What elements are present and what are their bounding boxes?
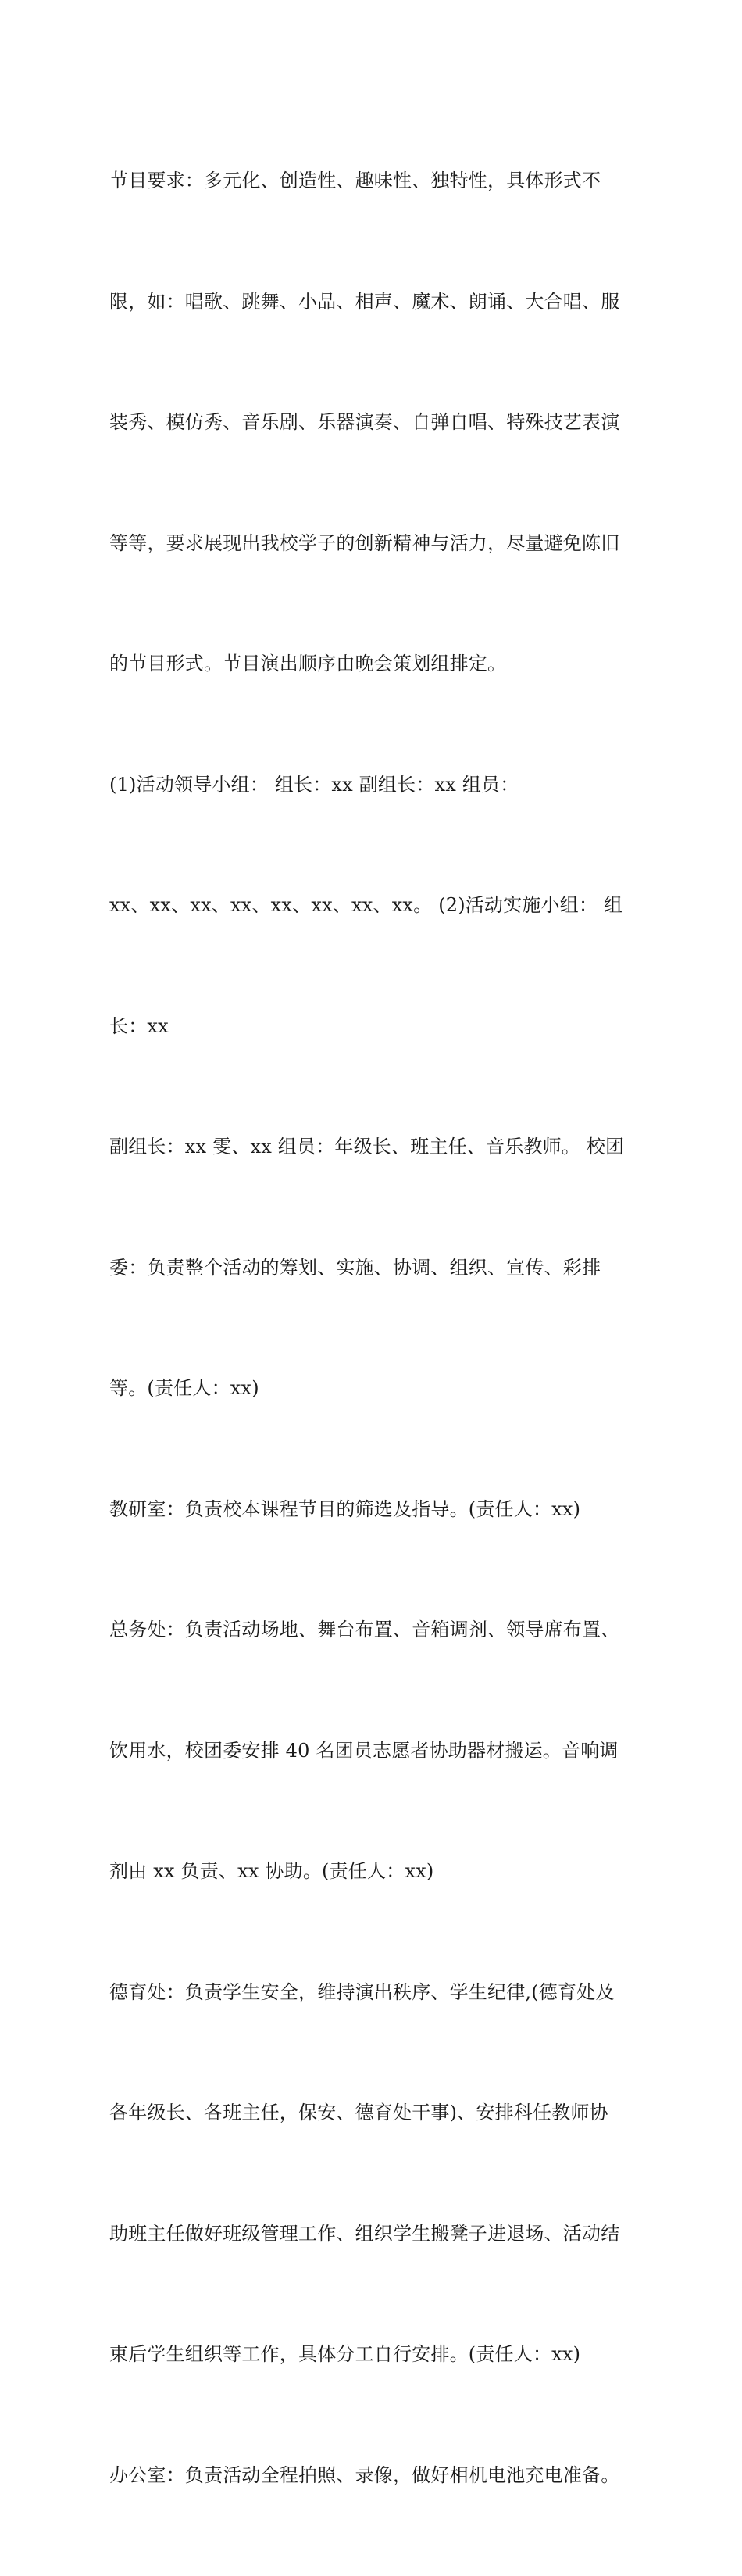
text-line: 等等，要求展现出我校学子的创新精神与活力，尽量避免陈旧	[109, 531, 620, 554]
text-line: 装秀、模仿秀、音乐剧、乐器演奏、自弹自唱、特殊技艺表演	[109, 411, 620, 433]
text-line: 剂由 xx 负责、xx 协助。(责任人：xx)	[109, 1860, 434, 1882]
text-line: 办公室：负责活动全程拍照、录像，做好相机电池充电准备。	[109, 2463, 620, 2486]
text-line: 各年级长、各班主任，保安、德育处干事)、安排科任教师协	[109, 2102, 608, 2123]
text-line: 节目要求：多元化、创造性、趣味性、独特性，具体形式不	[109, 170, 601, 191]
text-line: 的节目形式。节目演出顺序由晚会策划组排定。	[109, 653, 507, 674]
text-line: 总务处：负责活动场地、舞台布置、音箱调剂、领导席布置、	[109, 1619, 620, 1640]
text-line: xx、xx、xx、xx、xx、xx、xx、xx。 (2)活动实施小组： 组	[109, 894, 623, 916]
text-line: 教研室：负责校本课程节目的筛选及指导。(责任人：xx)	[109, 1497, 581, 1520]
text-line: 束后学生组织等工作，具体分工自行安排。(责任人：xx)	[109, 2343, 581, 2365]
text-line: 助班主任做好班级管理工作、组织学生搬凳子进退场、活动结	[109, 2222, 620, 2245]
text-line: 副组长：xx 雯、xx 组员：年级长、班主任、音乐教师。 校团	[109, 1136, 625, 1157]
text-line: (1)活动领导小组： 组长：xx 副组长：xx 组员：	[109, 773, 519, 796]
text-line: 长：xx	[109, 1014, 169, 1037]
text-line: 等。(责任人：xx)	[109, 1377, 259, 1399]
document-body	[109, 80, 640, 2576]
text-line: 限，如：唱歌、跳舞、小品、相声、魔术、朗诵、大合唱、服	[109, 290, 620, 313]
text-line: 德育处：负责学生安全，维持演出秩序、学生纪律,(德育处及	[109, 1980, 615, 2003]
text-line: 委：负责整个活动的筹划、实施、协调、组织、宣传、彩排	[109, 1256, 601, 1279]
text-line: 饮用水，校团委安排 40 名团员志愿者协助器材搬运。音响调	[109, 1739, 619, 1762]
